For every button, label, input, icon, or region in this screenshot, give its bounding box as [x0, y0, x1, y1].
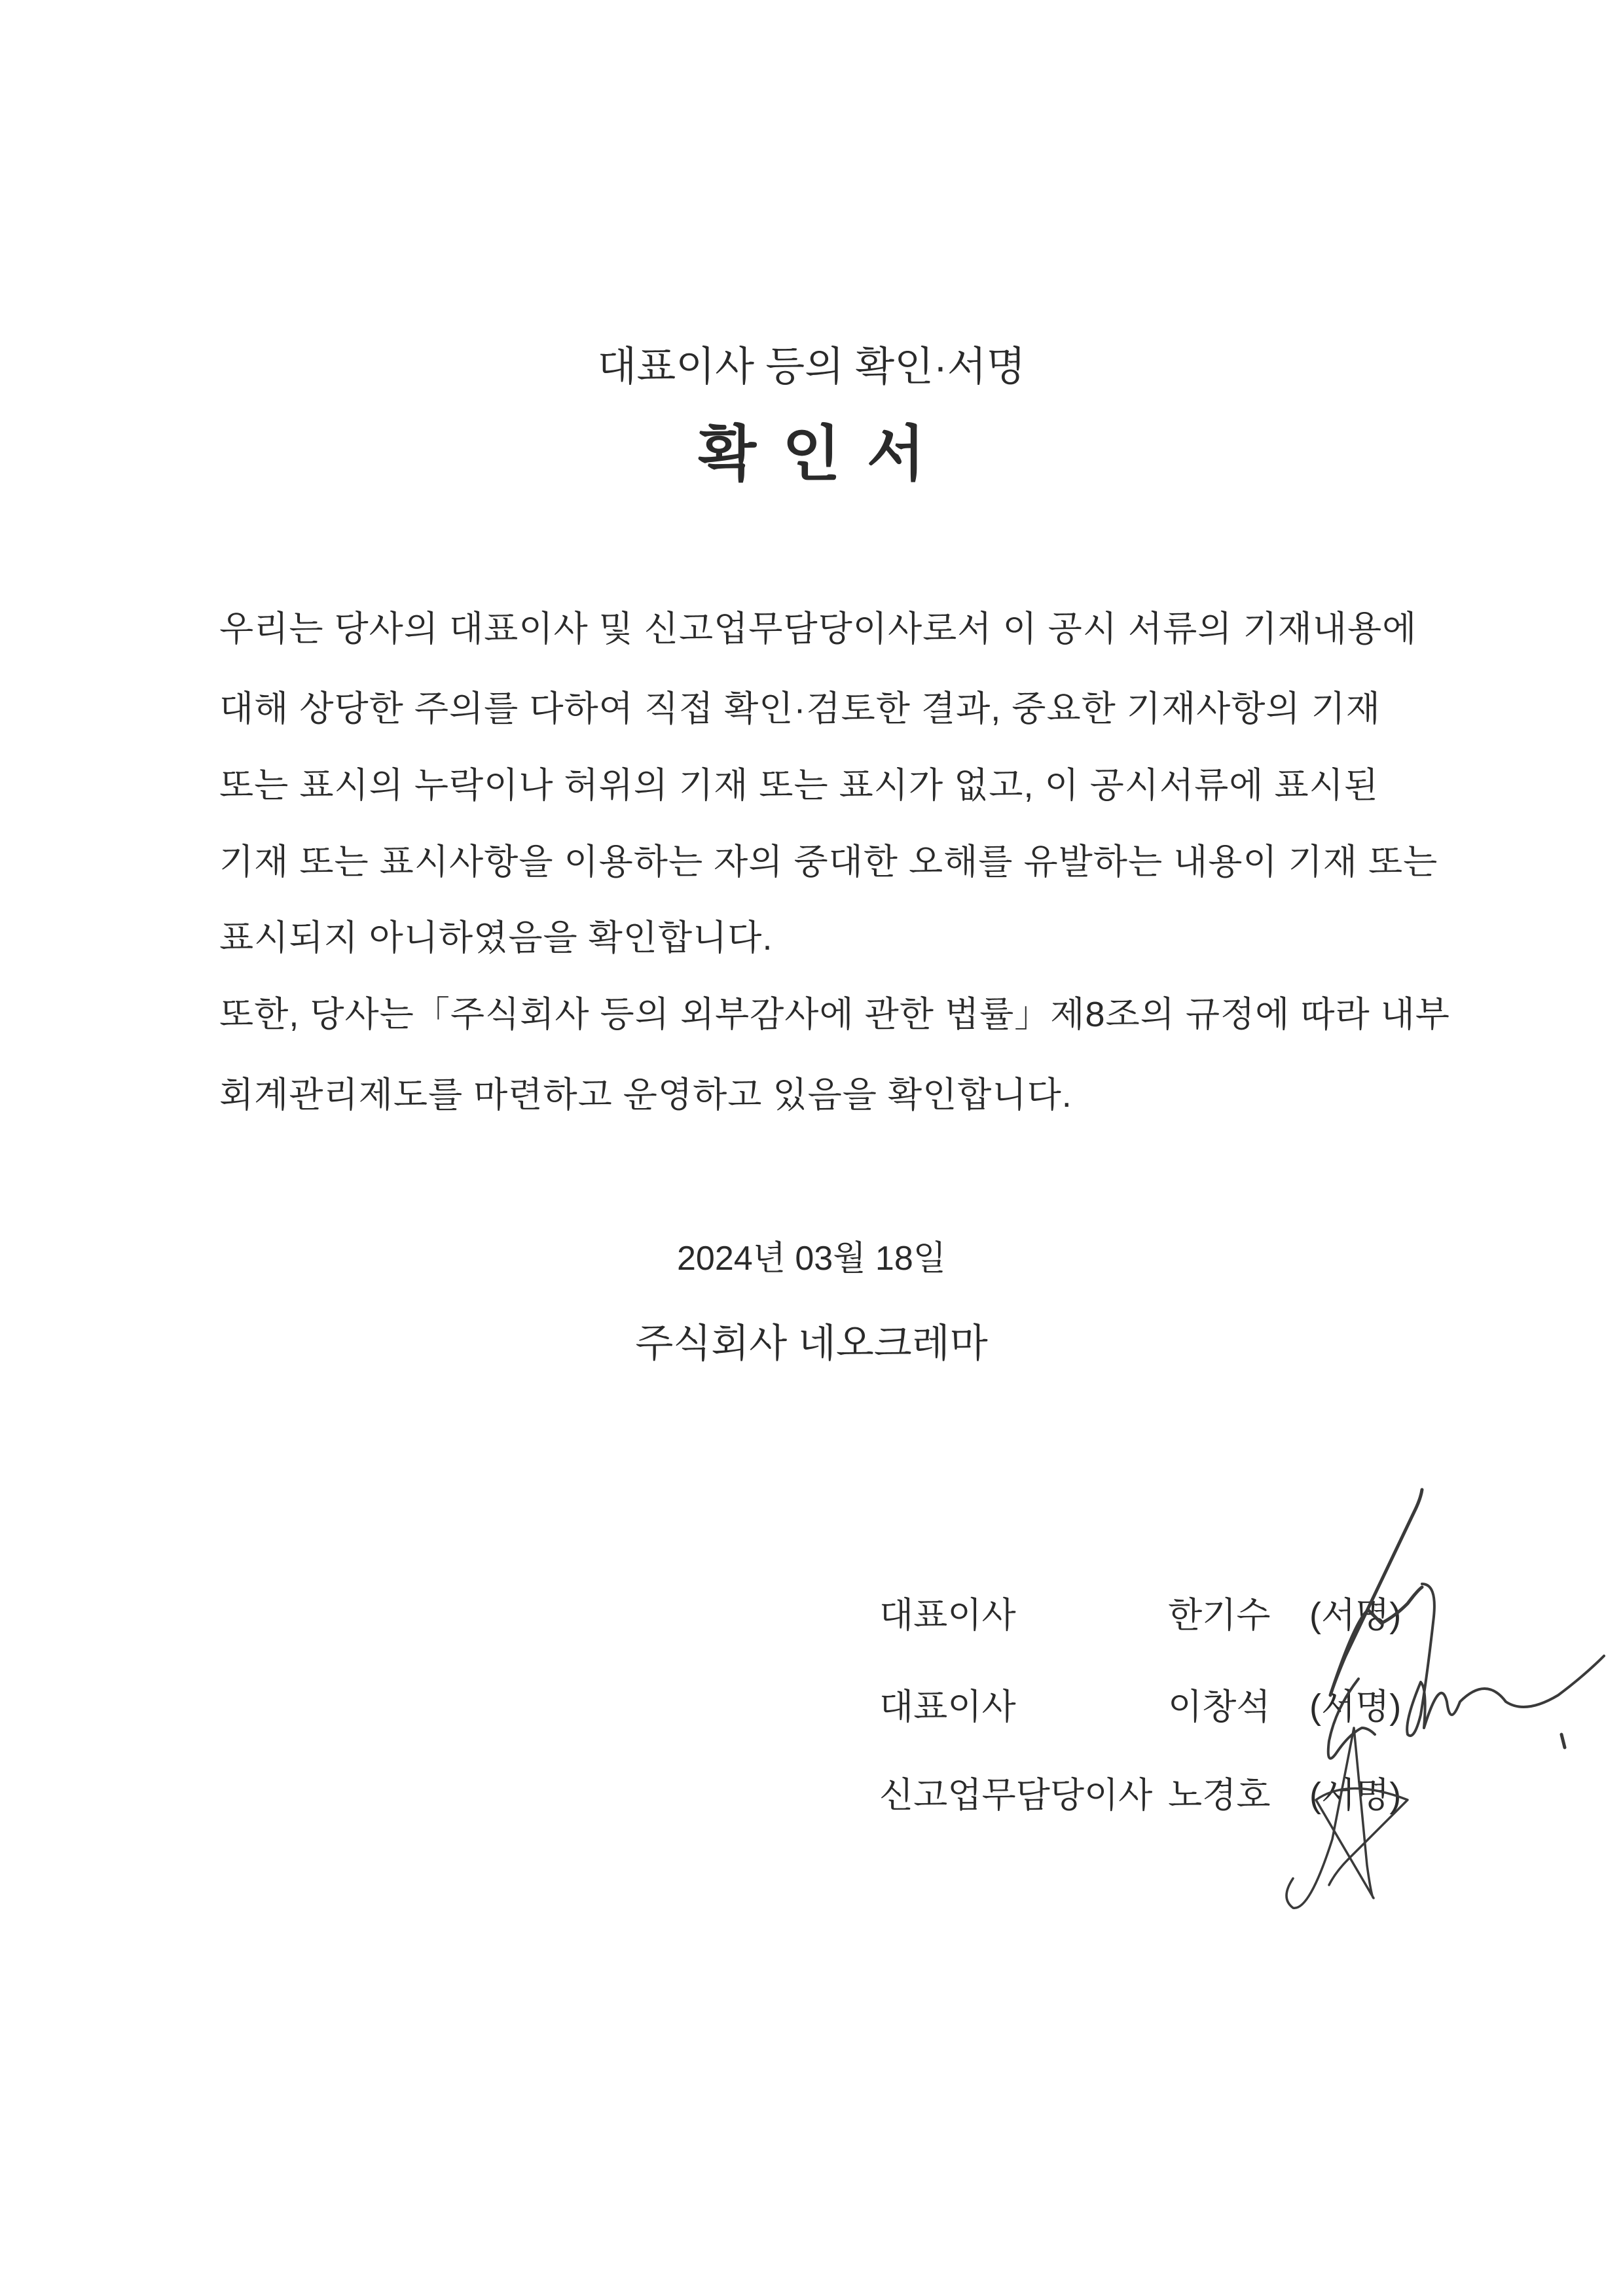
signatory-name: 한기수: [1168, 1596, 1271, 1635]
signatory-role: 대표이사: [879, 1687, 1016, 1727]
body-line: 또한, 당사는「주식회사 등의 외부감사에 관한 법률」제8조의 규정에 따라 내부: [219, 995, 1450, 1034]
body-line: 기재 또는 표시사항을 이용하는 자의 중대한 오해를 유발하는 내용이 기재 또는: [219, 842, 1438, 882]
signatory-role: 신고업무담당이사: [879, 1776, 1153, 1815]
company-name: 주식회사 네오크레마: [635, 1321, 988, 1365]
signature-stroke: [1407, 1584, 1604, 1736]
star-signature: [1286, 1728, 1408, 1908]
body-line: 또는 표시의 누락이나 허위의 기재 또는 표시가 없고, 이 공시서류에 표시된: [219, 766, 1379, 805]
body-line: 우리는 당사의 대표이사 및 신고업무담당이사로서 이 공시 서류의 기재내용에: [219, 609, 1417, 649]
signatory-role: 대표이사: [879, 1596, 1016, 1635]
signature-label: (서명): [1309, 1776, 1402, 1815]
body-line: 표시되지 아니하였음을 확인합니다.: [219, 918, 773, 958]
signature-stroke: [1561, 1734, 1565, 1748]
signatory-name: 이창석: [1168, 1687, 1271, 1727]
signature-label: (서명): [1309, 1596, 1402, 1635]
signatory-name: 노경호: [1168, 1776, 1271, 1815]
body-line: 회계관리제도를 마련하고 운영하고 있음을 확인합니다.: [219, 1075, 1072, 1115]
document-date: 2024년 03월 18일: [677, 1240, 946, 1278]
signature-label: (서명): [1309, 1687, 1402, 1727]
body-line: 대해 상당한 주의를 다하여 직접 확인·검토한 결과, 중요한 기재사항의 기재: [219, 689, 1381, 728]
document-subtitle: 대표이사 등의 확인·서명: [597, 344, 1026, 389]
document-title: 확인서: [698, 421, 951, 488]
